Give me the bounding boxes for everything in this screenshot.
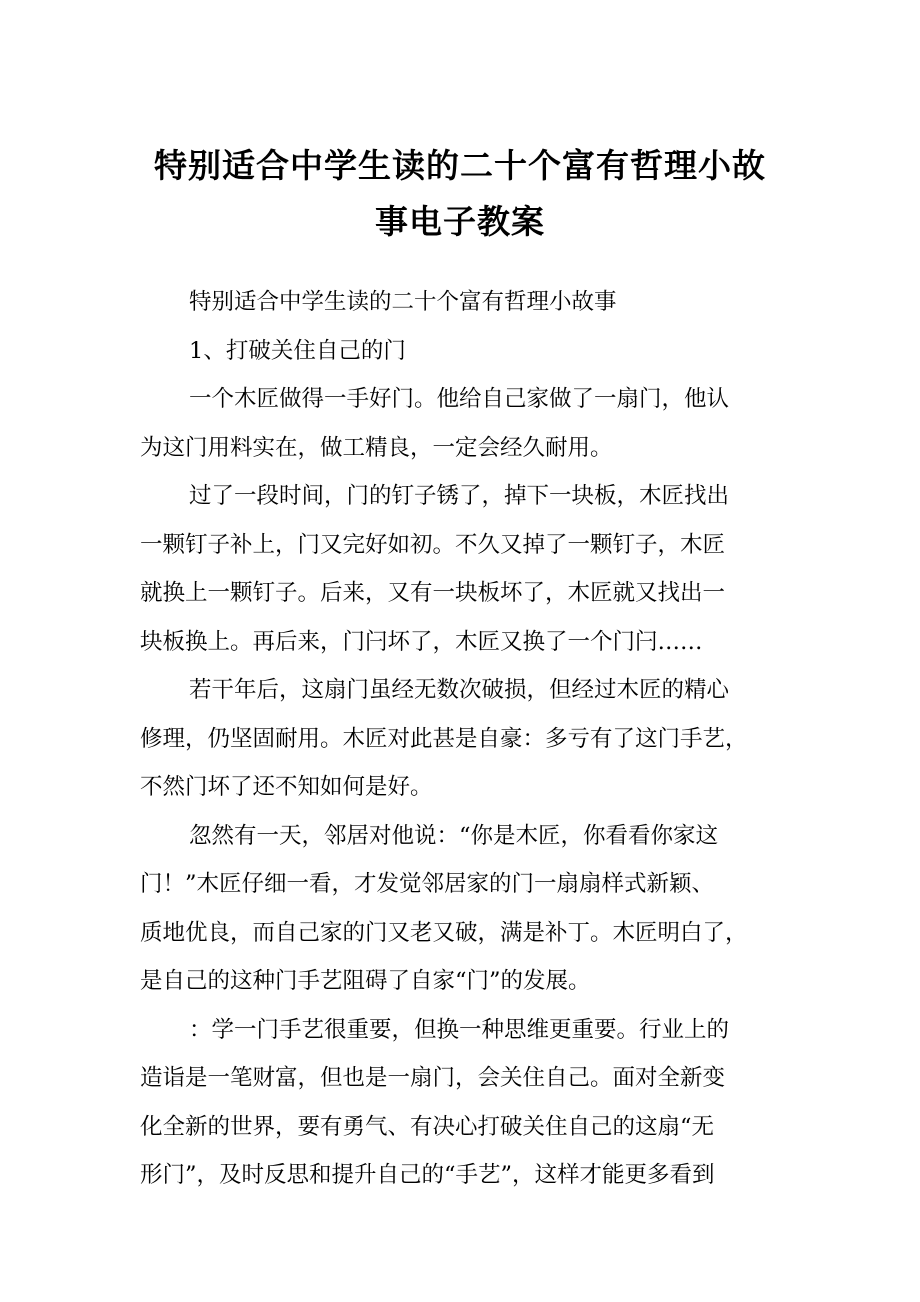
- document-title: [100, 138, 820, 250]
- text-line: 形门”，及时反思和提升自己的“手艺”，这样才能更多看到: [140, 1162, 715, 1188]
- text-line: 修理，仍坚固耐用。木匠对此甚是自豪：多亏有了这门手艺，: [140, 725, 748, 752]
- text-line: 块板换上。再后来，门闩坏了，木匠又换了一个门闩……: [140, 628, 703, 655]
- text-line: 忽然有一天，邻居对他说：“你是木匠，你看看你家这: [189, 822, 719, 849]
- text-line: 不然门坏了还不知如何是好。: [140, 774, 433, 800]
- text-line: 就换上一颗钉子。后来，又有一块板坏了，木匠就又找出一: [140, 580, 726, 606]
- text-line: 造诣是一笔财富，但也是一扇门，会关住自己。面对全新变: [140, 1065, 726, 1091]
- text-line: 质地优良，而自己家的门又老又破，满是补丁。木匠明白了，: [140, 919, 748, 946]
- text-line: 为这门用料实在，做工精良，一定会经久耐用。: [140, 434, 613, 461]
- text-line: 若干年后，这扇门虽经无数次破损，但经过木匠的精心: [189, 677, 730, 703]
- text-line: 是自己的这种门手艺阻碍了自家“门”的发展。: [140, 968, 591, 994]
- document-body: [140, 278, 790, 1200]
- text-line: 化全新的世界，要有勇气、有决心打破关住自己的这扇“无: [140, 1113, 715, 1140]
- text-line: 门！”木匠仔细一看，才发觉邻居家的门一扇扇样式新颖、: [140, 871, 715, 897]
- text-line: 一颗钉子补上，门又完好如初。不久又掉了一颗钉子，木匠: [140, 531, 726, 558]
- text-line: 一个木匠做得一手好门。他给自己家做了一扇门，他认: [189, 386, 730, 412]
- text-line: ：学一门手艺很重要，但换一种思维更重要。行业上的: [189, 1016, 730, 1043]
- text-line: 1、打破关住自己的门: [189, 337, 406, 364]
- title-line-2: 事电子教案: [375, 202, 545, 241]
- title-line-1: 特别适合中学生读的二十个富有哲理小故: [154, 146, 766, 185]
- text-line: 特别适合中学生读的二十个富有哲理小故事: [189, 289, 617, 315]
- text-line: 过了一段时间，门的钉子锈了，掉下一块板，木匠找出: [189, 483, 730, 509]
